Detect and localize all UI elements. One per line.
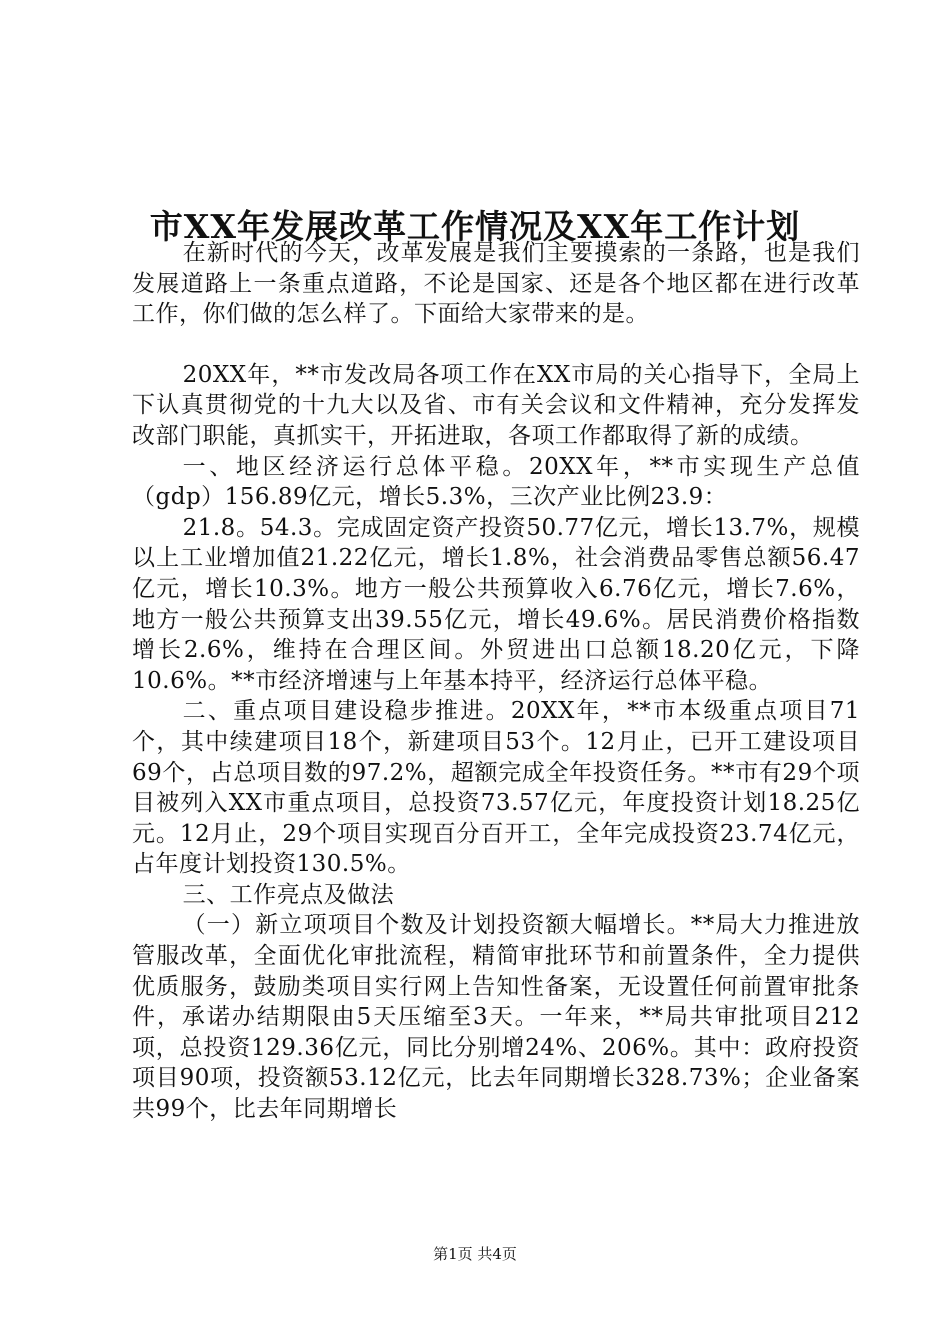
section-projects-paragraph: 二、重点项目建设稳步推进。20XX年，**市本级重点项目71个，其中续建项目18个，新建项目53个。12月止，已开工建设项目69个，占总项目数的97.2%，超额完成全年投资任务。**市有29个项目被列入XX市重点项目，总投资73.57亿元，年度投资计划18.25亿元。12月止，29个项目实现百分百开工，全年完成投资23.74亿元，占年度计划投资130.5%。 [132, 698, 860, 878]
economy-stats-paragraph: 21.8。54.3。完成固定资产投资50.77亿元，增长13.7%，规模以上工业增加值21.22亿元，增长1.8%，社会消费品零售总额56.47亿元，增长10.3%。地方一般公共预算收入6.76亿元，增长7.6%，地方一般公共预算支出39.55亿元，增长49.6%。居民消费价格指数增长2.6%，维持在合理区间。外贸进出口总额18.20亿元，下降10.6%。**市经济增速与上年基本持平，经济运行总体平稳。 [132, 514, 860, 694]
highlight-one-paragraph: （一）新立项项目个数及计划投资额大幅增长。**局大力推进放管服改革，全面优化审批流程，精简审批环节和前置条件，全力提供优质服务，鼓励类项目实行网上告知性备案，无设置任何前置审批条件，承诺办结期限由5天压缩至3天。一年来，**局共审批项目212项，总投资129.36亿元，同比分别增24%、206%。其中：政府投资项目90项，投资额53.12亿元，比去年同期增长328.73%；企业备案共99个，比去年同期增长 [132, 912, 860, 1123]
document-body [132, 238, 860, 1125]
intro-paragraph: 在新时代的今天，改革发展是我们主要摸索的一条路，也是我们发展道路上一条重点道路，不论是国家、还是各个地区都在进行改革工作，你们做的怎么样了。下面给大家带来的是。 [132, 240, 860, 328]
document-title: 市XX年发展改革工作情况及XX年工作计划 [149, 207, 801, 247]
page-number: 第1页 共4页 [433, 1245, 517, 1263]
summary-paragraph: 20XX年，**市发改局各项工作在XX市局的关心指导下，全局上下认真贯彻党的十九大以及省、市有关会议和文件精神，充分发挥发改部门职能，真抓实干，开拓进取，各项工作都取得了新的成绩。 [132, 361, 860, 449]
section-highlights-heading: 三、工作亮点及做法 [182, 881, 395, 908]
section-economy-paragraph: 一、地区经济运行总体平稳。20XX年，**市实现生产总值（gdp）156.89亿元，增长5.3%，三次产业比例23.9： [132, 453, 860, 511]
